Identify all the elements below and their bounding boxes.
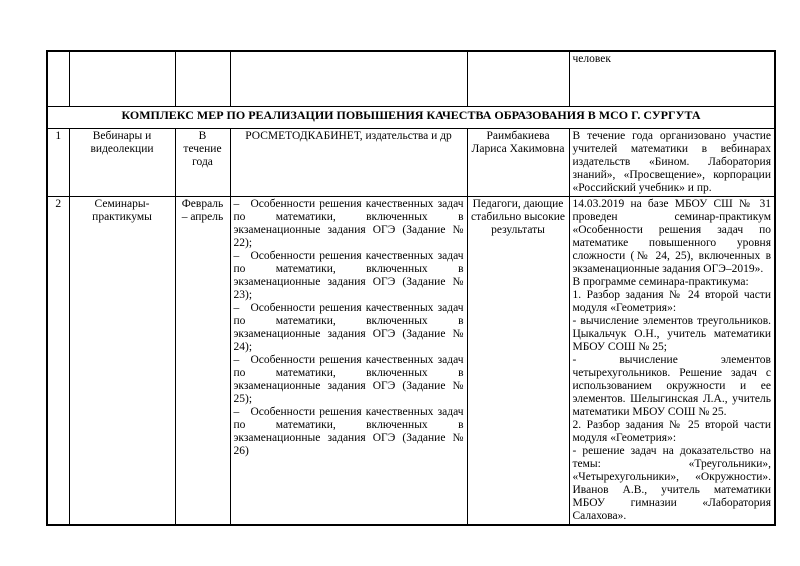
content-list-item: [234, 250, 464, 302]
result-cell: В течение года организовано участие учителей математики в вебинарах издательств «Бином. Лаборатория знаний», «Просвещение», корпорации «Российский учебник» и пр.: [569, 129, 775, 197]
continuation-row: [47, 51, 775, 107]
dash-marker: –: [233, 198, 240, 210]
dash-marker: –: [233, 354, 240, 366]
continuation-num-cell: [47, 51, 69, 107]
result-paragraph: В программе семинара-практикума:: [572, 276, 749, 288]
activity-row-1: [47, 129, 775, 197]
event-name-cell: Вебинары и видеолекции: [69, 129, 175, 197]
participants-cell: Педагоги, дающие стабильно высокие результаты: [467, 197, 569, 526]
content-list-item: [234, 354, 464, 406]
content-item-text: Особенности решения качественных задач по математики, включенных в экзаменационные задания ОГЭ (Задание № 24);: [233, 302, 464, 353]
continuation-participants-cell: [467, 51, 569, 107]
row-number-cell: 1: [47, 129, 69, 197]
content-cell: [230, 197, 467, 526]
plan-table: [46, 50, 776, 526]
result-paragraph: - вычисление элементов треугольников. Цыкальчук О.Н., учитель математики МБОУ СОШ № 25;: [572, 315, 771, 353]
continuation-event-cell: [69, 51, 175, 107]
continuation-result-cell: человек: [569, 51, 775, 107]
continuation-content-cell: [230, 51, 467, 107]
content-item-text: Особенности решения качественных задач по математики, включенных в экзаменационные задания ОГЭ (Задание № 25);: [233, 354, 464, 405]
continuation-period-cell: [175, 51, 230, 107]
content-list-item: [234, 302, 464, 354]
dash-marker: –: [233, 406, 240, 418]
event-name-cell: Семинары-практикумы: [69, 197, 175, 526]
dash-marker: –: [233, 250, 240, 262]
result-paragraph: - вычисление элементов четырехугольников. Решение задач с использованием окружности и ее элементов. Шелыгинская Л.А., учитель математики МБОУ СОШ № 25.: [572, 354, 771, 418]
content-list-item: [234, 406, 464, 458]
content-item-text: Особенности решения качественных задач по математики, включенных в экзаменационные задания ОГЭ (Задание № 23);: [233, 250, 464, 301]
activity-row-2: [47, 197, 775, 526]
result-paragraph: 2. Разбор задания № 25 второй части модуля «Геометрия»:: [572, 419, 771, 444]
section-header: КОМПЛЕКС МЕР ПО РЕАЛИЗАЦИИ ПОВЫШЕНИЯ КАЧЕСТВА ОБРАЗОВАНИЯ В МСО Г. СУРГУТА: [47, 107, 775, 129]
row-number-cell: 2: [47, 197, 69, 526]
content-cell: РОСМЕТОДКАБИНЕТ, издательства и др: [230, 129, 467, 197]
period-cell: В течение года: [175, 129, 230, 197]
content-item-text: Особенности решения качественных задач по математики, включенных в экзаменационные задания ОГЭ (Задание № 22);: [233, 198, 464, 249]
period-cell: Февраль – апрель: [175, 197, 230, 526]
result-paragraph: 14.03.2019 на базе МБОУ СШ № 31 проведен семинар-практикум «Особенности решения задач по математике повышенного уровня сложности (№ 24, 25), включенных в экзаменационные задания ОГЭ–2019».: [572, 198, 771, 275]
content-list-item: [234, 198, 464, 250]
dash-marker: –: [233, 302, 240, 314]
result-paragraph: - решение задач на доказательство на темы: «Треугольники», «Четырехугольники», «Окружности». Иванов А.В., учитель математики МБОУ гимназии «Лаборатория Салахова».: [572, 445, 771, 522]
content-item-text: Особенности решения качественных задач по математики, включенных в экзаменационные задания ОГЭ (Задание № 26): [233, 406, 464, 457]
participants-cell: Раимбакиева Лариса Хакимовна: [467, 129, 569, 197]
result-cell: [569, 197, 775, 526]
section-header-row: [47, 107, 775, 129]
result-paragraph: 1. Разбор задания № 24 второй части модуля «Геометрия»:: [572, 289, 771, 314]
